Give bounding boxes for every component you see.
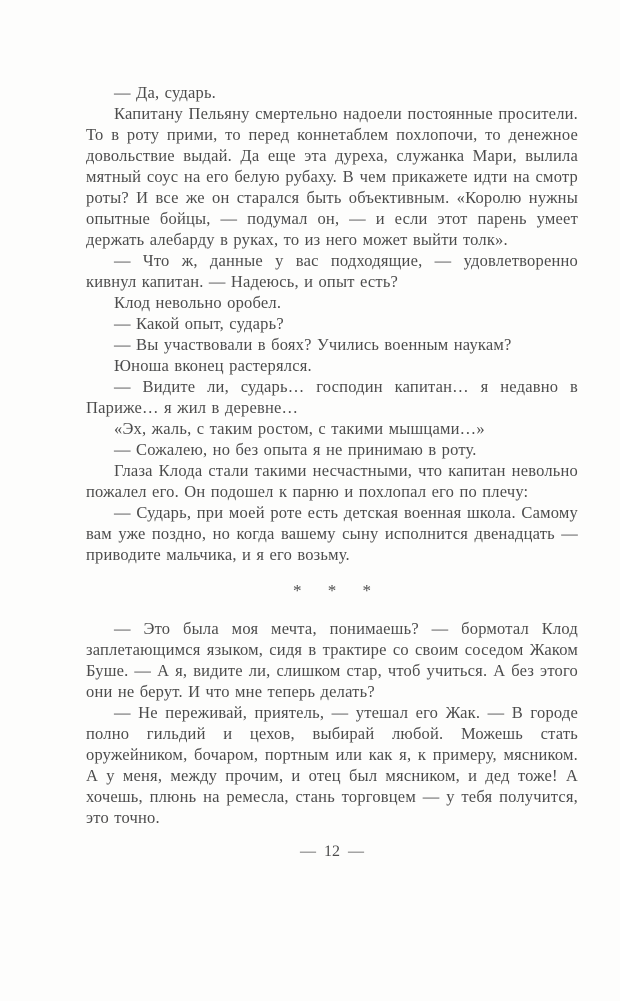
paragraph: — Сожалею, но без опыта я не принимаю в роту. [114,440,477,459]
paragraph: «Эх, жаль, с таким ростом, с такими мышцами…» [114,419,485,438]
page-number: — 12 — [300,843,364,860]
paragraph: — Да, сударь. [114,83,216,102]
paragraph: Глаза Клода стали такими несчастными, что капитан невольно пожалел его. Он подошел к парню и похлопал его по плечу: [86,461,578,501]
paragraph: — Какой опыт, сударь? [114,314,284,333]
section-divider: * * * [293,581,382,600]
paragraph: — Что ж, данные у вас подходящие, — удовлетворенно кивнул капитан. — Надеюсь, и опыт есть? [86,251,578,291]
text-section-before-divider [86,82,578,565]
paragraph: — Это была моя мечта, понимаешь? — бормотал Клод заплетающимся языком, сидя в трактире со своим соседом Жаком Буше. — А я, видите ли, слишком стар, чтоб учиться. А без этого они не берут. И что мне теперь делать? [86,619,578,701]
paragraph: Капитану Пельяну смертельно надоели постоянные просители. То в роту прими, то перед коннетаблем похлопочи, то денежное довольствие выдай. Да еще эта дуреха, служанка Мари, вылила мятный соус на его белую рубаху. В чем прикажете идти на смотр роты? И все же он старался быть объективным. «Королю нужны опытные бойцы, — подумал он, — и если этот парень умеет держать алебарду в руках, то из него может выйти толк». [86,104,578,249]
paragraph: — Не переживай, приятель, — утешал его Жак. — В городе полно гильдий и цехов, выбирай любой. Можешь стать оружейником, бочаром, портным или как я, к примеру, мясником. А у меня, между прочим, и отец был мясником, и дед тоже! А хочешь, плюнь на ремесла, стань торговцем — у тебя получится, это точно. [86,703,578,827]
paragraph: Клод невольно оробел. [114,293,282,312]
text-section-after-divider [86,618,578,828]
paragraph: — Вы участвовали в боях? Учились военным наукам? [114,335,512,354]
paragraph: — Видите ли, сударь… господин капитан… я недавно в Париже… я жил в деревне… [86,377,578,417]
paragraph: Юноша вконец растерялся. [114,356,312,375]
paragraph: — Сударь, при моей роте есть детская военная школа. Самому вам уже поздно, но когда вашему сыну исполнится двенадцать — приводите мальчика, и я его возьму. [86,503,578,564]
